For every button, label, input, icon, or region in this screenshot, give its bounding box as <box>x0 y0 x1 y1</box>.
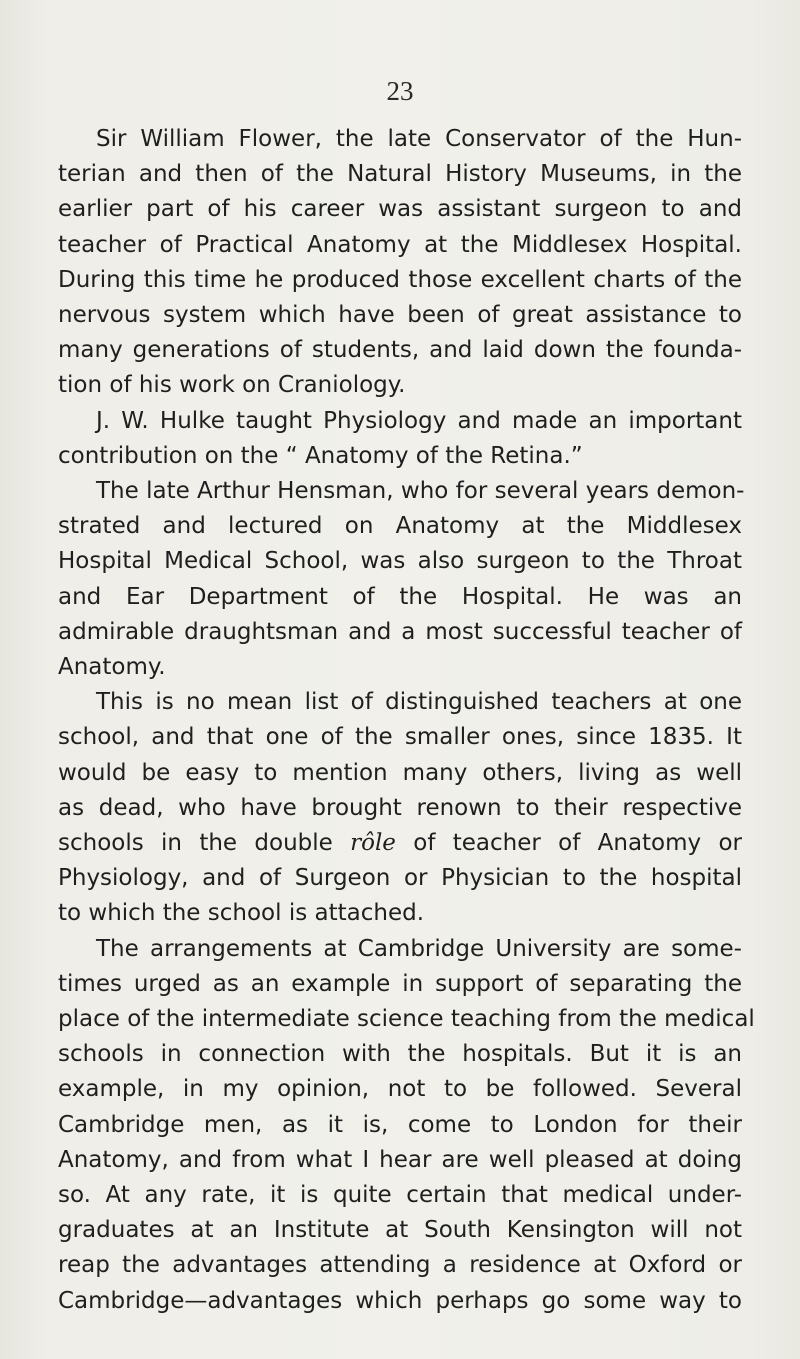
text-line: Physiology, and of Surgeon or Physician to the hospital <box>58 865 742 892</box>
text-line: Sir William Flower, the late Conservator of the Hun- <box>96 126 742 152</box>
text-line: admirable draughtsman and a most successful teacher of <box>58 618 742 645</box>
text-line: teacher of Practical Anatomy at the Middlesex Hospital. <box>58 231 742 258</box>
text-line: example, in my opinion, not to be followed. Several <box>58 1076 742 1103</box>
text-line: contribution on the “ Anatomy of the Retina.” <box>58 442 583 469</box>
text-line: reap the advantages attending a residence at Oxford or <box>58 1252 742 1279</box>
text-line: Cambridge men, as it is, come to London for their <box>58 1111 742 1138</box>
text-line: and Ear Department of the Hospital. He was an <box>58 583 742 610</box>
text-line: as dead, who have brought renown to their respective <box>58 794 742 821</box>
text-line: place of the intermediate science teaching from the medical <box>58 1006 755 1032</box>
text-line: Anatomy, and from what I hear are well pleased at doing <box>58 1146 742 1173</box>
page-number: 23 <box>386 76 414 106</box>
text-line: times urged as an example in support of separating the <box>58 970 742 997</box>
text-segment: schools in the double <box>58 830 351 856</box>
text-line: earlier part of his career was assistant surgeon to and <box>58 196 742 223</box>
text-line <box>58 832 742 855</box>
text-line: Hospital Medical School, was also surgeon to the Throat <box>58 548 742 575</box>
text-line: many generations of students, and laid down the founda- <box>58 337 742 364</box>
text-line: school, and that one of the smaller ones, since 1835. It <box>58 724 742 751</box>
text-line: schools in connection with the hospitals. But it is an <box>58 1041 742 1068</box>
text-line: Cambridge—advantages which perhaps go some way to <box>58 1287 742 1314</box>
text-line: J. W. Hulke taught Physiology and made an important <box>96 407 742 434</box>
text-segment: of teacher of Anatomy or <box>395 830 742 856</box>
text-line: to which the school is attached. <box>58 900 425 927</box>
text-line: strated and lectured on Anatomy at the Middlesex <box>58 513 742 540</box>
text-line: nervous system which have been of great assistance to <box>58 302 742 328</box>
text-line: so. At any rate, it is quite certain that medical under- <box>58 1182 742 1208</box>
text-line: During this time he produced those excellent charts of the <box>58 266 742 293</box>
text-line: This is no mean list of distinguished teachers at one <box>96 689 742 716</box>
text-line: terian and then of the Natural History Museums, in the <box>58 161 742 188</box>
text-line: Anatomy. <box>58 654 166 680</box>
text-line: graduates at an Institute at South Kensington will not <box>58 1217 742 1244</box>
text-line: would be easy to mention many others, living as well <box>58 759 742 786</box>
text-line: tion of his work on Craniology. <box>58 372 406 399</box>
text-line: The late Arthur Hensman, who for several years demon- <box>96 478 745 504</box>
text-line: The arrangements at Cambridge University are some- <box>96 935 742 962</box>
italic-word: rôle <box>350 830 396 856</box>
